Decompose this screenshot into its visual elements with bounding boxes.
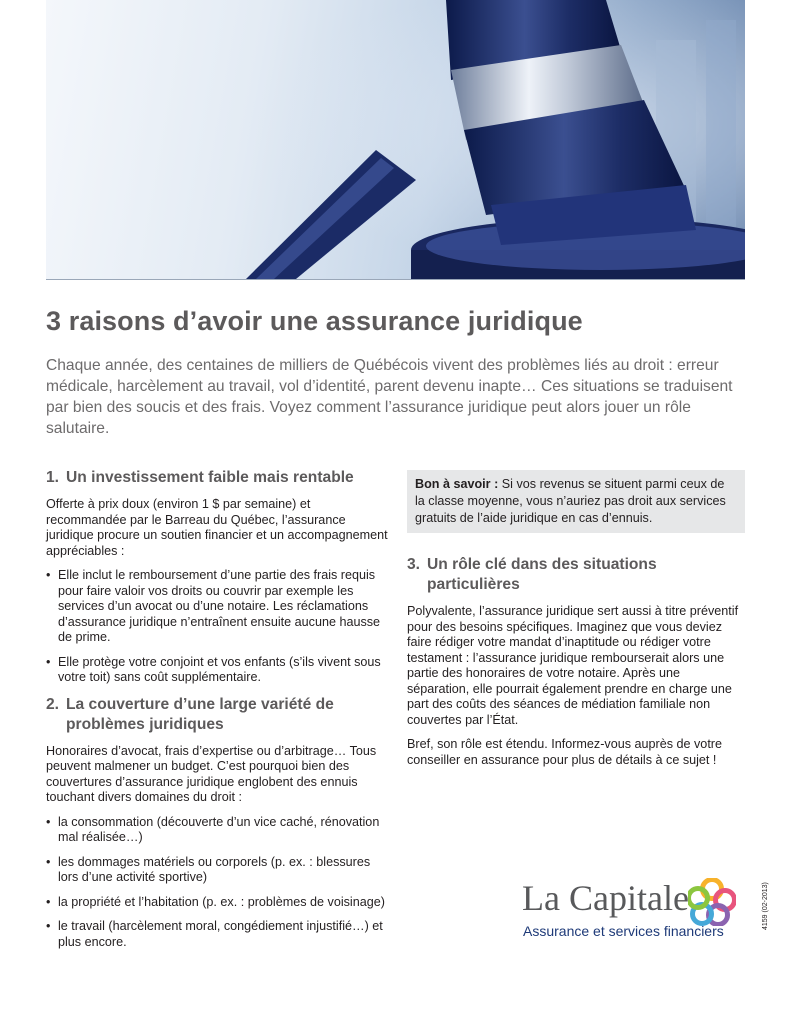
tip-box (407, 470, 745, 533)
section-1-number: 1. (46, 469, 60, 486)
right-column (407, 470, 745, 777)
intro-paragraph: Chaque année, des centaines de milliers de Québécois vivent des problèmes liés au droit : erreur médicale, harcèlement au travail, vol d’identité, parent devenu inapte… Ces situations se traduisent par bien des soucis et des frais. Voyez comment l’assurance juridique peut alors jouer un rôle salutaire. (46, 357, 733, 437)
left-column (46, 468, 391, 959)
page-title: 3 raisons d’avoir une assurance juridique (46, 306, 583, 336)
section-3-heading (407, 555, 745, 595)
list-item: • la propriété et l’habitation (p. ex. : problèmes de voisinage) (46, 895, 391, 911)
section-1-title: Un investissement faible mais rentable (66, 469, 354, 486)
gavel-illustration (46, 0, 745, 279)
list-item: • le travail (harcèlement moral, congédiement injustifié…) et plus encore. (46, 919, 391, 950)
company-logo (522, 878, 742, 948)
hero-image (46, 0, 745, 280)
logo-tagline: Assurance et services financiers (523, 923, 724, 939)
section-2-title: La couverture d’une large variété de problèmes juridiques (66, 695, 334, 733)
section-2 (46, 695, 391, 951)
section-2-paragraph: Honoraires d’avocat, frais d’expertise ou d’arbitrage… Tous peuvent malmener un budget. C’est pourquoi bien des couvertures d’assurance juridique englobent des ennuis touchant divers domaines du droit : (46, 743, 377, 804)
tip-text: Si vos revenus se situent parmi ceux de la classe moyenne, vous n’auriez pas droit aux services gratuits de l’aide juridique en cas d’ennuis. (415, 477, 726, 525)
section-2-heading (46, 695, 391, 735)
document-code: 4159 (02-2013) (762, 882, 769, 930)
list-item: • Elle inclut le remboursement d’une partie des frais requis pour faire valoir vos droits ou couvrir par exemple les services d’un avocat ou d’une notaire. Les réclamations d’assurance juridique n’entraînent ensuite aucune hausse de prime. (46, 568, 391, 646)
tip-label: Bon à savoir : (415, 477, 499, 491)
section-3-title: Un rôle clé dans des situations particulières (427, 556, 657, 593)
section-1 (46, 468, 391, 686)
section-1-paragraph: Offerte à prix doux (environ 1 $ par semaine) et recommandée par le Barreau du Québec, l’assurance juridique procure un soutien financier et un accompagnement appréciables : (46, 497, 388, 558)
section-1-heading (46, 468, 391, 488)
flower-logo-icon (688, 878, 736, 926)
section-2-list (46, 815, 391, 951)
section-3-paragraph-2: Bref, son rôle est étendu. Informez-vous auprès de votre conseiller en assurance pour plus de détails à ce sujet ! (407, 737, 723, 767)
list-item: • les dommages matériels ou corporels (p. ex. : blessures lors d’une activité sportive) (46, 855, 391, 886)
list-item: • la consommation (découverte d’un vice caché, rénovation mal réalisée…) (46, 815, 391, 846)
section-3 (407, 555, 745, 768)
section-3-number: 3. (407, 556, 421, 573)
list-item: • Elle protège votre conjoint et vos enfants (s’ils vivent sous votre toit) sans coût supplémentaire. (46, 655, 391, 686)
section-3-paragraph-1: Polyvalente, l’assurance juridique sert aussi à titre préventif pour des besoins spécifiques. Imaginez que vous deviez faire rédiger votre mandat d’inaptitude ou rédiger votre testament : l’assurance juridique rembourserait alors une partie des honoraires de votre notaire. Après une séparation, elle pourrait également prendre en charge une part des coûts des séances de médiation familiale non couvertes par l’État. (407, 604, 739, 727)
section-1-list (46, 568, 391, 686)
logo-name: La Capitale (522, 878, 689, 918)
section-2-number: 2. (46, 695, 60, 713)
